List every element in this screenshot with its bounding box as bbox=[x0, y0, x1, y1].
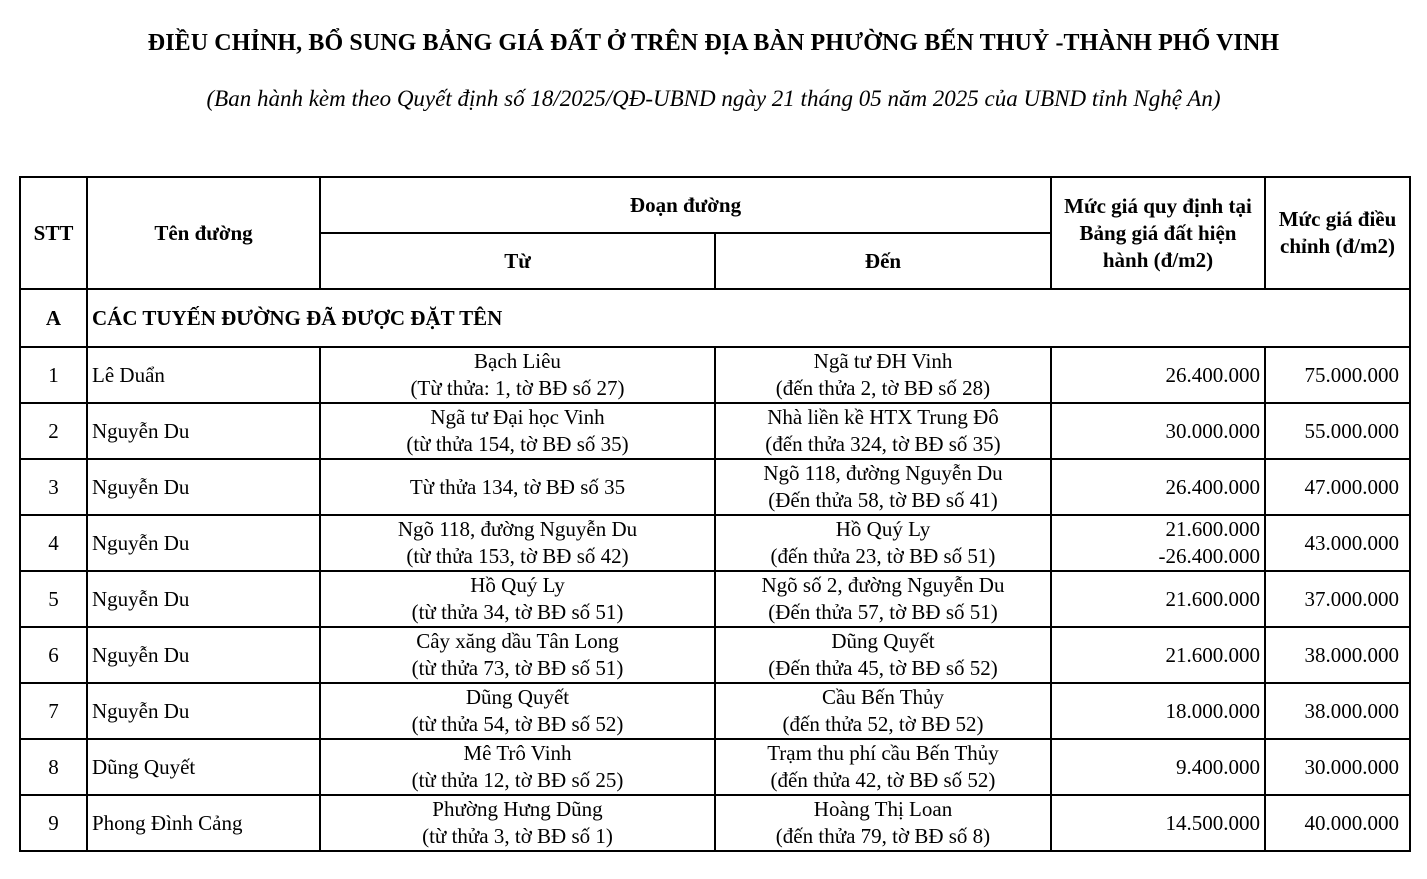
row-current-price-line: 26.400.000 bbox=[1165, 474, 1260, 499]
row-from bbox=[320, 459, 715, 515]
row-from-line: Mê Trô Vinh bbox=[463, 741, 572, 765]
row-street-name: Nguyễn Du bbox=[87, 403, 320, 459]
row-stt: 4 bbox=[20, 515, 87, 571]
row-to-line: (Đến thửa 45, tờ BĐ số 52) bbox=[768, 656, 998, 680]
row-current-price-line: 14.500.000 bbox=[1165, 810, 1260, 835]
row-street-name: Nguyễn Du bbox=[87, 571, 320, 627]
row-adjusted-price: 37.000.000 bbox=[1265, 571, 1410, 627]
header-from: Từ bbox=[320, 233, 715, 289]
header-current-price-line: Mức giá quy định tại bbox=[1064, 193, 1252, 218]
row-current-price bbox=[1051, 347, 1265, 403]
table-row bbox=[20, 739, 1410, 795]
row-adjusted-price: 55.000.000 bbox=[1265, 403, 1410, 459]
row-from-line: (Từ thửa: 1, tờ BĐ số 27) bbox=[410, 376, 625, 400]
header-street-name: Tên đường bbox=[87, 177, 320, 289]
row-from-line: (từ thửa 12, tờ BĐ số 25) bbox=[411, 768, 624, 792]
row-to-line: (Đến thửa 57, tờ BĐ số 51) bbox=[768, 600, 998, 624]
table-row bbox=[20, 347, 1410, 403]
row-street-name: Nguyễn Du bbox=[87, 627, 320, 683]
row-from bbox=[320, 403, 715, 459]
row-current-price-line: 18.000.000 bbox=[1165, 698, 1260, 723]
row-current-price-line: 26.400.000 bbox=[1165, 362, 1260, 387]
row-stt: 7 bbox=[20, 683, 87, 739]
row-adjusted-price: 30.000.000 bbox=[1265, 739, 1410, 795]
row-to bbox=[715, 571, 1051, 627]
row-from-line: Ngõ 118, đường Nguyễn Du bbox=[397, 517, 638, 541]
document-title: ĐIỀU CHỈNH, BỔ SUNG BẢNG GIÁ ĐẤT Ở TRÊN ĐỊA BÀN PHƯỜNG BẾN THUỶ -THÀNH PHỐ VINH bbox=[147, 30, 1280, 56]
row-adjusted-price: 75.000.000 bbox=[1265, 347, 1410, 403]
row-current-price bbox=[1051, 459, 1265, 515]
row-to bbox=[715, 795, 1051, 851]
row-to bbox=[715, 627, 1051, 683]
row-from-line: (từ thửa 154, tờ BĐ số 35) bbox=[406, 432, 629, 456]
row-to-line: Cầu Bến Thủy bbox=[821, 685, 945, 709]
row-current-price-line: 9.400.000 bbox=[1176, 754, 1260, 779]
row-adjusted-price: 43.000.000 bbox=[1265, 515, 1410, 571]
row-adjusted-price: 38.000.000 bbox=[1265, 627, 1410, 683]
header-current-price bbox=[1051, 177, 1265, 289]
row-current-price bbox=[1051, 515, 1265, 571]
row-from bbox=[320, 683, 715, 739]
row-to-line: (đến thửa 79, tờ BĐ số 8) bbox=[775, 824, 991, 848]
row-to-line: Ngõ số 2, đường Nguyễn Du bbox=[761, 573, 1005, 597]
row-to-line: Ngã tư ĐH Vinh bbox=[813, 349, 953, 373]
header-to: Đến bbox=[715, 233, 1051, 289]
table-row bbox=[20, 515, 1410, 571]
row-current-price-line: 21.600.000 bbox=[1165, 586, 1260, 611]
section-row bbox=[20, 289, 1410, 347]
row-to-line: Nhà liền kề HTX Trung Đô bbox=[767, 405, 999, 429]
row-from bbox=[320, 795, 715, 851]
row-current-price bbox=[1051, 683, 1265, 739]
row-to bbox=[715, 347, 1051, 403]
table-row bbox=[20, 795, 1410, 851]
header-segment: Đoạn đường bbox=[320, 177, 1051, 233]
row-stt: 2 bbox=[20, 403, 87, 459]
row-current-price bbox=[1051, 627, 1265, 683]
row-from-line: (từ thửa 153, tờ BĐ số 42) bbox=[406, 544, 629, 568]
row-from-line: Ngã tư Đại học Vinh bbox=[430, 405, 605, 429]
row-from-line: (từ thửa 3, tờ BĐ số 1) bbox=[422, 824, 613, 848]
row-street-name: Phong Đình Cảng bbox=[87, 795, 320, 851]
row-to-line: (đến thửa 42, tờ BĐ số 52) bbox=[770, 768, 996, 792]
row-to-line: (đến thửa 23, tờ BĐ số 51) bbox=[770, 544, 996, 568]
row-stt: 9 bbox=[20, 795, 87, 851]
row-adjusted-price: 47.000.000 bbox=[1265, 459, 1410, 515]
row-street-name: Nguyễn Du bbox=[87, 459, 320, 515]
header-adjusted-price-line: chỉnh (đ/m2) bbox=[1280, 234, 1395, 258]
row-current-price-line: -26.400.000 bbox=[1158, 544, 1260, 568]
row-from-line: Hồ Quý Ly bbox=[470, 573, 565, 597]
row-stt: 6 bbox=[20, 627, 87, 683]
row-to-line: Hồ Quý Ly bbox=[835, 517, 931, 541]
row-street-name: Lê Duẩn bbox=[87, 347, 320, 403]
section-label: CÁC TUYẾN ĐƯỜNG ĐÃ ĐƯỢC ĐẶT TÊN bbox=[87, 289, 1410, 347]
row-to-line: (đến thửa 324, tờ BĐ số 35) bbox=[765, 432, 1001, 456]
header-adjusted-price-line: Mức giá điều bbox=[1278, 207, 1397, 231]
row-current-price bbox=[1051, 403, 1265, 459]
row-to bbox=[715, 459, 1051, 515]
row-stt: 1 bbox=[20, 347, 87, 403]
row-to bbox=[715, 739, 1051, 795]
row-from-line: Cây xăng dầu Tân Long bbox=[416, 629, 619, 653]
row-from bbox=[320, 515, 715, 571]
header-row-1 bbox=[20, 177, 1410, 233]
row-current-price-line: 21.600.000 bbox=[1165, 517, 1260, 541]
row-to-line: (Đến thửa 58, tờ BĐ số 41) bbox=[768, 488, 998, 512]
header-current-price-line: Bảng giá đất hiện bbox=[1079, 220, 1237, 245]
row-to bbox=[715, 683, 1051, 739]
row-to-line: Trạm thu phí cầu Bến Thủy bbox=[767, 741, 999, 765]
row-current-price-line: 30.000.000 bbox=[1165, 418, 1260, 443]
table-row bbox=[20, 459, 1410, 515]
row-from-line: Dũng Quyết bbox=[465, 685, 570, 709]
row-to-line: Hoàng Thị Loan bbox=[813, 797, 953, 821]
row-adjusted-price: 38.000.000 bbox=[1265, 683, 1410, 739]
row-current-price bbox=[1051, 571, 1265, 627]
header-stt: STT bbox=[20, 177, 87, 289]
row-to-line: (đến thửa 52, tờ BĐ 52) bbox=[782, 712, 984, 736]
row-from bbox=[320, 347, 715, 403]
row-from-line: (từ thửa 34, tờ BĐ số 51) bbox=[411, 600, 624, 624]
row-current-price bbox=[1051, 739, 1265, 795]
row-from bbox=[320, 627, 715, 683]
row-to-line: (đến thửa 2, tờ BĐ số 28) bbox=[775, 376, 991, 400]
row-from-line: (từ thửa 73, tờ BĐ số 51) bbox=[411, 656, 624, 680]
row-to-line: Ngõ 118, đường Nguyễn Du bbox=[763, 461, 1003, 485]
row-stt: 5 bbox=[20, 571, 87, 627]
row-street-name: Dũng Quyết bbox=[87, 739, 320, 795]
land-price-table bbox=[19, 176, 1411, 852]
row-current-price bbox=[1051, 795, 1265, 851]
row-to-line: Dũng Quyết bbox=[831, 629, 935, 653]
row-adjusted-price: 40.000.000 bbox=[1265, 795, 1410, 851]
row-from-line: Bạch Liêu bbox=[474, 349, 561, 373]
header-adjusted-price bbox=[1265, 177, 1410, 289]
row-to bbox=[715, 403, 1051, 459]
row-street-name: Nguyễn Du bbox=[87, 683, 320, 739]
row-stt: 8 bbox=[20, 739, 87, 795]
row-from bbox=[320, 571, 715, 627]
row-current-price-line: 21.600.000 bbox=[1165, 642, 1260, 667]
header-current-price-line: hành (đ/m2) bbox=[1102, 247, 1214, 272]
document-subtitle: (Ban hành kèm theo Quyết định số 18/2025/QĐ-UBND ngày 21 tháng 05 năm 2025 của UBND tỉnh Nghệ An) bbox=[206, 86, 1221, 111]
row-from-line: Từ thửa 134, tờ BĐ số 35 bbox=[409, 474, 626, 499]
section-code: A bbox=[20, 289, 87, 347]
row-from-line: (từ thửa 54, tờ BĐ số 52) bbox=[411, 712, 624, 736]
table-row bbox=[20, 403, 1410, 459]
table-row bbox=[20, 627, 1410, 683]
row-to bbox=[715, 515, 1051, 571]
table-row bbox=[20, 571, 1410, 627]
row-street-name: Nguyễn Du bbox=[87, 515, 320, 571]
table-row bbox=[20, 683, 1410, 739]
row-from-line: Phường Hưng Dũng bbox=[432, 797, 603, 821]
row-stt: 3 bbox=[20, 459, 87, 515]
row-from bbox=[320, 739, 715, 795]
